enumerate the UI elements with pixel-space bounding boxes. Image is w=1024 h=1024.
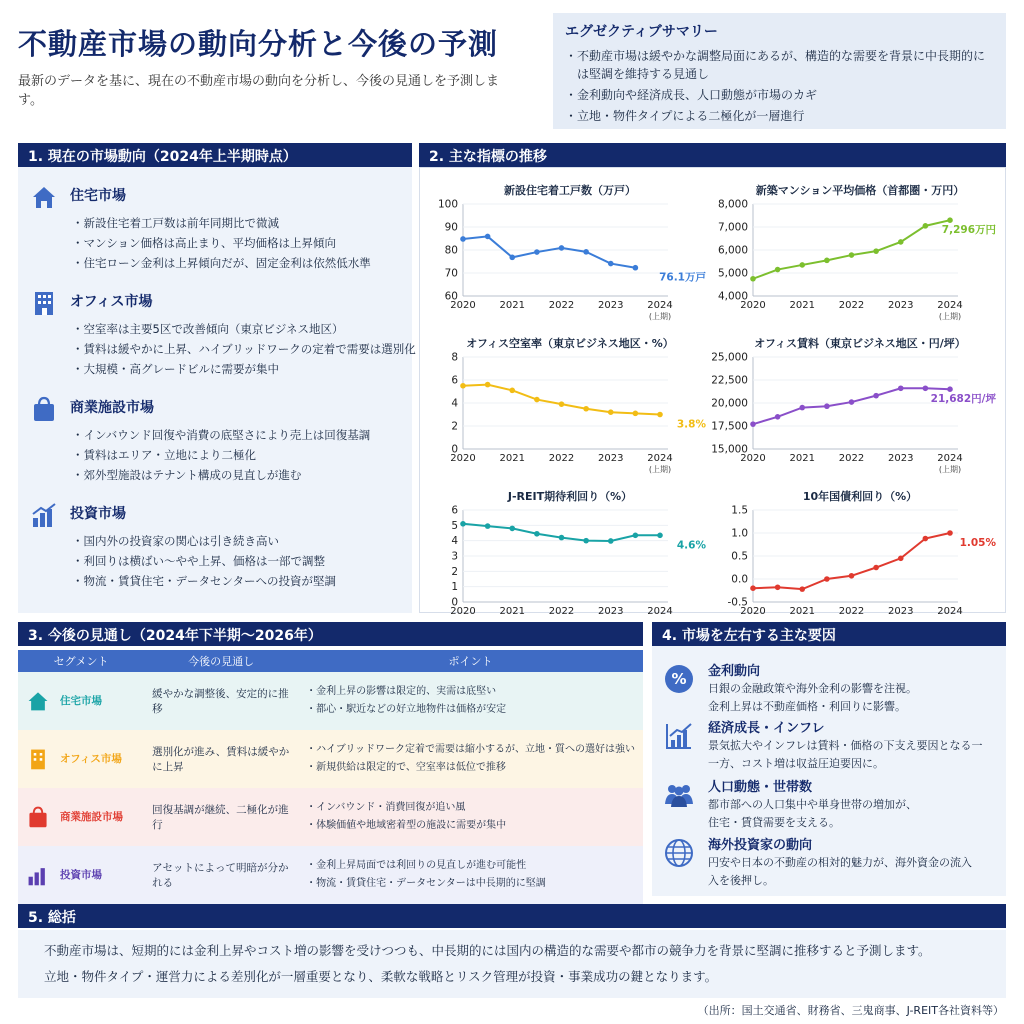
y-tick-label: 0.5	[731, 550, 748, 563]
summary-line: 立地・物件タイプ・運営力による差別化が一層重要となり、柔軟な戦略とリスク管理が投資・事業成功の鍵となります。	[44, 969, 718, 984]
x-tick-label: 2024	[647, 606, 673, 617]
data-point	[485, 382, 491, 388]
data-point	[460, 383, 466, 389]
x-tick-label: 2021	[499, 606, 525, 617]
y-tick-label: 15,000	[711, 443, 748, 456]
chart-housing-starts	[425, 180, 715, 330]
svg-text:%: %	[671, 670, 687, 688]
building-icon	[26, 747, 50, 771]
x-tick-label: 2020	[740, 453, 766, 464]
x-tick-label: 2021	[789, 300, 815, 311]
data-point	[775, 414, 781, 420]
shopping-bag-icon	[30, 395, 58, 423]
y-tick-label: 25,000	[711, 351, 748, 364]
data-point	[534, 249, 540, 255]
data-point	[583, 538, 589, 544]
data-point	[824, 403, 830, 409]
x-tick-label: 2024	[647, 300, 673, 311]
data-point	[534, 531, 540, 537]
market-item: ・賃料はエリア・立地により二極化	[72, 448, 256, 462]
chart-svg	[425, 180, 715, 330]
outlook-cell: 緩やかな調整後、安定的に推移	[152, 688, 289, 715]
market-title: 商業施設市場	[70, 400, 154, 416]
market-item: ・利回りは横ばい～やや上昇、価格は一部で調整	[72, 554, 325, 568]
market-item: ・空室率は主要5区で改善傾向（東京ビジネス地区）	[72, 322, 344, 336]
x-tick-label: 2022	[548, 453, 575, 464]
data-point	[799, 405, 805, 411]
chart-condo-price	[715, 180, 1005, 330]
factor-line: 一方、コスト増は収益圧迫要因に。	[708, 757, 884, 770]
data-point	[824, 258, 830, 264]
y-tick-label: 0.0	[731, 573, 748, 586]
end-value-label: 3.8%	[676, 418, 706, 431]
data-point	[633, 265, 639, 271]
points-cell	[298, 672, 643, 730]
chart-office-vacancy	[425, 333, 715, 483]
exec-item: ・立地・物件タイプによる二極化が一層進行	[565, 109, 805, 123]
shopping-bag-icon	[26, 805, 50, 829]
series-line	[753, 533, 950, 589]
x-tick-label: 2024	[647, 453, 673, 464]
points-cell	[298, 846, 643, 904]
x-tick-sublabel: (上期)	[938, 312, 962, 321]
indicators-panel	[419, 167, 1006, 617]
end-value-label: 76.1万戸	[659, 271, 706, 284]
market-title: オフィス市場	[70, 294, 153, 310]
y-tick-label: 70	[444, 267, 458, 280]
chart-jgb-yield	[715, 486, 1005, 636]
segment-label: 商業施設市場	[60, 811, 123, 823]
bar-chart-icon	[26, 863, 50, 887]
data-point	[898, 385, 904, 391]
y-tick-label: -0.5	[727, 596, 748, 609]
market-item: ・インバウンド回復や消費の底堅さにより売上は回復基調	[72, 428, 371, 442]
x-tick-label: 2021	[789, 606, 815, 617]
market-title: 投資市場	[70, 506, 126, 522]
summary-panel	[18, 930, 1006, 998]
x-tick-label: 2023	[888, 606, 914, 617]
x-tick-label: 2023	[888, 453, 914, 464]
end-value-label: 21,682円/坪	[930, 393, 996, 406]
y-tick-label: 3	[451, 550, 458, 563]
factor-title: 海外投資家の動向	[708, 838, 813, 853]
x-tick-label: 2021	[499, 300, 525, 311]
segment-cell	[18, 672, 144, 730]
data-point	[559, 245, 565, 251]
data-point	[583, 406, 589, 412]
data-point	[583, 249, 589, 255]
x-tick-label: 2020	[740, 300, 766, 311]
data-point	[657, 412, 663, 418]
data-point	[608, 538, 614, 544]
data-point	[750, 585, 756, 591]
people-icon	[664, 780, 694, 810]
segment-cell	[18, 788, 144, 846]
x-tick-label: 2022	[838, 453, 865, 464]
chart-svg	[425, 486, 715, 636]
market-item: ・国内外の投資家の関心は引き続き高い	[72, 534, 279, 548]
y-tick-label: 5,000	[717, 267, 748, 280]
factor-line: 住宅・賃貸需要を支える。	[708, 816, 840, 829]
y-tick-label: 0	[451, 443, 458, 456]
section-header-current: 1. 現在の市場動向（2024年上半期時点）	[18, 143, 412, 167]
point-item: ・金利上昇の影響は限定的、実需は底堅い	[306, 686, 497, 697]
data-point	[775, 584, 781, 590]
data-point	[750, 421, 756, 427]
y-tick-label: 22,500	[711, 374, 748, 387]
factor-line: 景気拡大やインフレは賃料・価格の下支え要因となる一	[708, 739, 983, 752]
table-row	[18, 788, 643, 846]
y-tick-label: 0	[451, 596, 458, 609]
table-row	[18, 846, 643, 904]
chart-jreit-yield	[425, 486, 715, 636]
market-item: ・賃料は緩やかに上昇、ハイブリッドワークの定着で需要は選別化	[72, 342, 416, 356]
x-tick-label: 2023	[598, 606, 624, 617]
data-point	[633, 411, 639, 417]
executive-summary-title: エグゼクティブサマリー	[565, 24, 718, 40]
factor-line: 都市部への人口集中や単身世帯の増加が、	[708, 798, 917, 811]
y-tick-label: 6	[451, 504, 458, 517]
data-point	[947, 386, 953, 392]
segment-cell	[18, 846, 144, 904]
points-cell	[298, 788, 643, 846]
table-row	[18, 730, 643, 788]
chart-title: 新築マンション平均価格（首都圏・万円）	[755, 184, 965, 197]
point-item: ・物流・賃貸住宅・データセンターは中長期的に堅調	[306, 878, 546, 889]
column-header: 今後の見通し	[144, 650, 298, 672]
y-tick-label: 90	[444, 221, 458, 234]
data-point	[824, 576, 830, 582]
chart-svg	[715, 486, 1005, 636]
x-tick-label: 2023	[598, 300, 624, 311]
data-point	[460, 521, 466, 527]
data-point	[849, 573, 855, 579]
factor-line: 日銀の金融政策や海外金利の影響を注視。	[708, 682, 917, 695]
bar-chart-icon	[30, 501, 58, 529]
y-tick-label: 4	[451, 535, 458, 548]
summary-line: 不動産市場は、短期的には金利上昇やコスト増の影響を受けつつも、中長期的には国内の構造的な需要や都市の競争力を背景に堅調に推移すると予測します。	[44, 943, 931, 958]
y-tick-label: 4	[451, 397, 458, 410]
data-point	[485, 234, 491, 240]
page-title: 不動産市場の動向分析と今後の予測	[18, 27, 499, 61]
data-point	[559, 535, 565, 541]
data-point	[657, 533, 663, 539]
data-point	[873, 248, 879, 254]
y-tick-label: 1	[451, 581, 458, 594]
chart-title: J-REIT期待利回り（%）	[507, 490, 633, 503]
x-tick-label: 2023	[598, 453, 624, 464]
data-point	[534, 397, 540, 403]
outlook-cell: 回復基調が継続、二極化が進行	[152, 804, 289, 831]
market-title: 住宅市場	[70, 188, 126, 204]
market-item: ・住宅ローン金利は上昇傾向だが、固定金利は依然低水準	[72, 256, 371, 270]
data-point	[509, 255, 515, 261]
source-note: （出所：国土交通省、財務省、三鬼商事、J-REIT各社資料等）	[697, 1004, 1004, 1017]
factor-title: 金利動向	[708, 664, 761, 679]
exec-item: ・金利動向や経済成長、人口動態が市場のカギ	[565, 88, 818, 102]
outlook-table	[18, 650, 643, 904]
x-tick-label: 2024	[937, 606, 963, 617]
y-tick-label: 8	[451, 351, 458, 364]
factor-line: 金利上昇は不動産価格・利回りに影響。	[708, 700, 906, 713]
data-point	[633, 533, 639, 539]
x-tick-label: 2022	[838, 606, 865, 617]
point-item: ・都心・駅近などの好立地物件は価格が安定	[306, 704, 507, 715]
data-point	[799, 262, 805, 268]
x-tick-label: 2021	[789, 453, 815, 464]
chart-svg	[711, 333, 1005, 483]
x-tick-label: 2022	[548, 606, 575, 617]
data-point	[947, 217, 953, 223]
outlook-cell: アセットによって明暗が分かれる	[152, 862, 289, 889]
data-point	[923, 385, 929, 391]
point-item: ・インバウンド・消費回復が追い風	[306, 802, 466, 813]
x-tick-label: 2020	[740, 606, 766, 617]
x-tick-label: 2020	[450, 453, 476, 464]
y-tick-label: 60	[444, 290, 458, 303]
x-tick-label: 2022	[838, 300, 865, 311]
growth-chart-icon	[664, 721, 694, 751]
data-point	[849, 399, 855, 405]
current-market-panel	[18, 167, 416, 613]
chart-title: オフィス賃料（東京ビジネス地区・円/坪）	[754, 337, 966, 350]
segment-label: オフィス市場	[60, 753, 122, 765]
x-tick-sublabel: (上期)	[648, 465, 672, 474]
x-tick-label: 2023	[888, 300, 914, 311]
data-point	[923, 536, 929, 542]
factor-line: 入を後押し。	[708, 874, 774, 887]
chart-office-rent	[711, 333, 1005, 483]
outlook-cell: 選別化が進み、賃料は緩やかに上昇	[152, 746, 290, 773]
chart-title: 10年国債利回り（%）	[802, 490, 918, 503]
end-value-label: 1.05%	[959, 537, 996, 549]
point-item: ・金利上昇局面では利回りの見直しが進む可能性	[306, 860, 527, 871]
section-header-outlook: 3. 今後の見通し（2024年下半期～2026年）	[18, 622, 643, 646]
market-item: ・物流・賃貸住宅・データセンターへの投資が堅調	[72, 574, 337, 588]
column-header: セグメント	[18, 650, 144, 672]
series-line	[753, 220, 950, 279]
globe-icon	[664, 838, 694, 868]
x-tick-label: 2020	[450, 606, 476, 617]
exec-item: ・不動産市場は緩やかな調整局面にあるが、構造的な需要を背景に中長期的には堅調を維持する見通し	[565, 49, 986, 81]
data-point	[799, 586, 805, 592]
segment-label: 投資市場	[60, 869, 102, 881]
y-tick-label: 2	[451, 420, 458, 433]
house-icon	[30, 183, 58, 211]
executive-summary	[553, 13, 1006, 129]
y-tick-label: 1.0	[731, 527, 748, 540]
data-point	[849, 252, 855, 258]
data-point	[898, 239, 904, 245]
section-header-factors: 4. 市場を左右する主な要因	[652, 622, 1006, 646]
data-point	[898, 556, 904, 562]
building-icon	[30, 289, 58, 317]
data-point	[485, 523, 491, 529]
market-item: ・大規模・高グレードビルに需要が集中	[72, 362, 279, 376]
data-point	[947, 530, 953, 536]
segment-cell	[18, 730, 144, 788]
percent-icon	[664, 664, 694, 694]
data-point	[559, 401, 565, 407]
data-point	[873, 393, 879, 399]
data-point	[775, 267, 781, 273]
point-item: ・新規供給は限定的で、空室率は低位で推移	[306, 762, 506, 773]
y-tick-label: 4,000	[717, 290, 748, 303]
page-subtitle: 最新のデータを基に、現在の不動産市場の動向を分析し、今後の見通しを予測します。	[18, 74, 500, 108]
market-item: ・新設住宅着工戸数は前年同期比で微減	[72, 216, 279, 230]
x-tick-label: 2020	[450, 300, 476, 311]
y-tick-label: 100	[437, 198, 458, 211]
data-point	[873, 565, 879, 571]
market-item: ・マンション価格は高止まり、平均価格は上昇傾向	[72, 236, 336, 250]
factor-title: 経済成長・インフレ	[708, 721, 825, 736]
section-header-indicators: 2. 主な指標の推移	[419, 143, 1006, 167]
x-tick-label: 2022	[548, 300, 575, 311]
data-point	[923, 223, 929, 229]
point-item: ・体験価値や地域密着型の施設に需要が集中	[306, 820, 507, 831]
chart-svg	[715, 180, 1005, 330]
series-line	[753, 388, 950, 424]
chart-title: オフィス空室率（東京ビジネス地区・%）	[466, 337, 674, 350]
y-tick-label: 8,000	[717, 198, 748, 211]
data-point	[608, 409, 614, 415]
data-point	[460, 236, 466, 242]
section-header-summary: 5. 総括	[18, 904, 1006, 928]
chart-title: 新設住宅着工戸数（万戸）	[504, 184, 636, 197]
x-tick-label: 2021	[499, 453, 525, 464]
data-point	[509, 388, 515, 394]
end-value-label: 7,296万円	[941, 224, 996, 237]
y-tick-label: 20,000	[711, 397, 748, 410]
chart-svg	[425, 333, 715, 483]
data-point	[509, 526, 515, 532]
series-line	[463, 385, 660, 415]
points-cell	[298, 730, 643, 788]
x-tick-label: 2024	[937, 453, 963, 464]
y-tick-label: 2	[451, 565, 458, 578]
x-tick-sublabel: (上期)	[938, 465, 962, 474]
factor-title: 人口動態・世帯数	[708, 780, 813, 795]
y-tick-label: 6	[451, 374, 458, 387]
y-tick-label: 5	[451, 519, 458, 532]
table-row	[18, 672, 643, 730]
y-tick-label: 7,000	[717, 221, 748, 234]
y-tick-label: 17,500	[711, 420, 748, 433]
market-item: ・郊外型施設はテナント構成の見直しが進む	[72, 468, 302, 482]
x-tick-sublabel: (上期)	[648, 312, 672, 321]
x-tick-label: 2024	[937, 300, 963, 311]
y-tick-label: 6,000	[717, 244, 748, 257]
point-item: ・ハイブリッドワーク定着で需要は縮小するが、立地・質への選好は強い	[306, 744, 635, 755]
segment-label: 住宅市場	[60, 695, 102, 707]
factor-line: 円安や日本の不動産の相対的魅力が、海外資金の流入	[708, 856, 972, 869]
house-icon	[26, 689, 50, 713]
end-value-label: 4.6%	[676, 539, 706, 552]
y-tick-label: 80	[444, 244, 458, 257]
y-tick-label: 1.5	[731, 504, 748, 517]
column-header: ポイント	[298, 650, 643, 672]
data-point	[608, 261, 614, 267]
data-point	[750, 276, 756, 282]
